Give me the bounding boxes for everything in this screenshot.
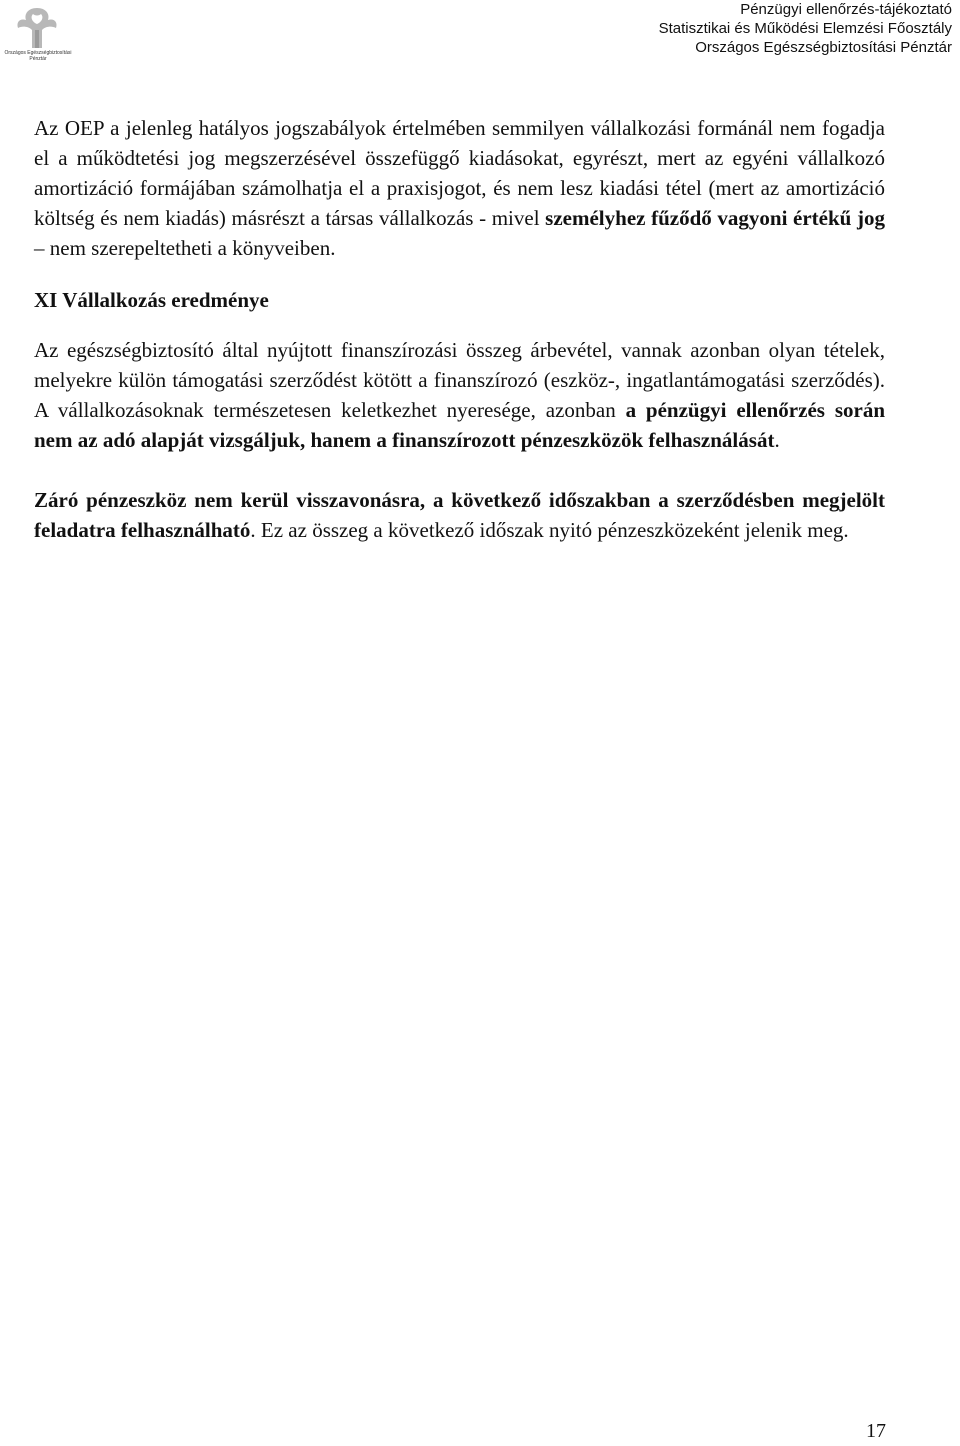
paragraph-text: – nem szerepeltetheti a könyveiben. bbox=[34, 236, 336, 260]
paragraph-closing-funds bbox=[34, 485, 885, 545]
paragraph-revenue bbox=[34, 335, 885, 455]
paragraph-bold-text: személyhez fűződő vagyoni értékű jog bbox=[545, 206, 885, 230]
document-body bbox=[34, 113, 885, 545]
header-line-1: Pénzügyi ellenőrzés-tájékoztató bbox=[740, 1, 952, 18]
paragraph-text: . bbox=[774, 428, 780, 452]
header-line-3: Országos Egészségbiztosítási Pénztár bbox=[695, 39, 952, 56]
logo-emblem-icon bbox=[2, 4, 72, 50]
section-heading: XI Vállalkozás eredménye bbox=[34, 288, 269, 312]
paragraph-text: Az egészségbiztosító által nyújtott finanszírozási összeg árbevétel, vannak azonban olyan tételek, melyekre külön támogatási szerződést kötött a finanszírozó (eszköz-, ingatlantámogatási szerződés). A vállalkozásoknak természetesen keletkezhet nyeresége, azonban bbox=[34, 338, 885, 422]
paragraph-spacer bbox=[34, 455, 885, 485]
paragraph-bold-text: Záró pénzeszköz nem kerül visszavonásra, a következő időszakban a szerződésben megjelölt feladatra felhasználható bbox=[34, 488, 885, 542]
paragraph-oep-policy bbox=[34, 113, 885, 263]
header-line-2: Statisztikai és Működési Elemzési Főosztály bbox=[658, 20, 952, 37]
page-header bbox=[659, 0, 952, 57]
paragraph-bold-text: a pénzügyi ellenőrzés során nem az adó alapját vizsgáljuk, hanem a finanszírozott pénzeszközök felhasználását bbox=[34, 398, 885, 452]
page-number: 17 bbox=[866, 1420, 886, 1442]
paragraph-text: . Ez az összeg a következő időszak nyitó pénzeszközeként jelenik meg. bbox=[250, 518, 849, 542]
paragraph-text: Az OEP a jelenleg hatályos jogszabályok értelmében semmilyen vállalkozási formánál nem fogadja el a működtetési jog megszerzésével összefüggő kiadásokat, egyrészt, mert az egyéni vállalkozó amortizáció formájában számolhatja el a praxisjogot, és nem lesz kiadási tétel (mert az amortizáció költség és nem kiadás) másrészt a társas vállalkozás - mivel bbox=[34, 116, 885, 230]
logo-caption: Országos Egészségbiztosítási Pénztár bbox=[4, 50, 72, 62]
oep-logo bbox=[2, 4, 72, 64]
